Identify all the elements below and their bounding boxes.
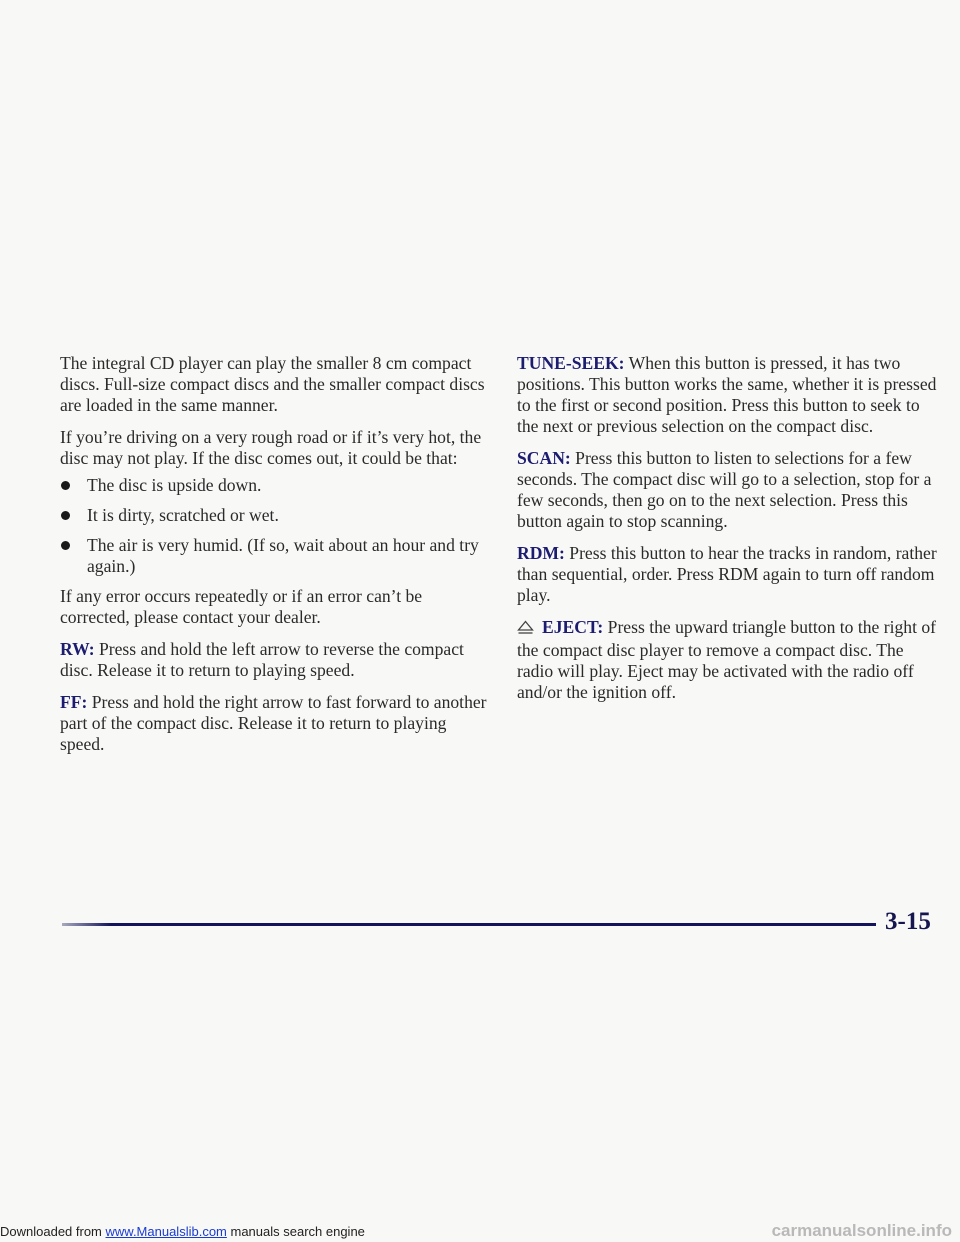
footer-rule	[62, 923, 876, 926]
rdm-term: RDM:	[517, 543, 565, 563]
eject-term: EJECT:	[542, 617, 604, 637]
page-number: 3-15	[885, 908, 931, 935]
eject-text: Press the upward triangle button to the right of the compact disc player to remove a compact disc. The radio will play. Eject may be activated with the radio off and/or the ignition off.	[517, 617, 937, 702]
ff-text: Press and hold the right arrow to fast forward to another part of the compact disc. Release it to return to playing speed.	[60, 692, 487, 754]
footer-prefix: Downloaded from	[0, 1224, 106, 1239]
ff-section	[60, 692, 490, 755]
manualslib-link[interactable]: www.Manualslib.com	[105, 1224, 227, 1239]
left-column	[60, 353, 490, 766]
download-footer	[0, 1224, 365, 1239]
ff-term: FF:	[60, 692, 88, 712]
watermark: carmanualsonline.info	[771, 1221, 952, 1240]
paragraph-error: If any error occurs repeatedly or if an error can’t be corrected, please contact your dealer.	[60, 586, 423, 627]
rdm-section	[517, 543, 942, 606]
rw-section	[60, 639, 490, 681]
tune-seek-term: TUNE-SEEK:	[517, 353, 625, 373]
scan-section	[517, 448, 942, 532]
rw-term: RW:	[60, 639, 95, 659]
list-item: The disc is upside down.	[60, 475, 490, 496]
footer-suffix: manuals search engine	[226, 1224, 365, 1239]
cause-list	[60, 475, 490, 577]
rw-text: Press and hold the left arrow to reverse the compact disc. Release it to return to playing speed.	[60, 639, 464, 680]
tune-seek-section	[517, 353, 942, 437]
eject-section	[517, 617, 942, 703]
paragraph-rough-road: If you’re driving on a very rough road or if it’s very hot, the disc may not play. If the disc comes out, it could be that:	[60, 427, 482, 468]
scan-term: SCAN:	[517, 448, 571, 468]
tune-seek-text: When this button is pressed, it has two positions. This button works the same, whether it is pressed to the first or second position. Press this button to seek to the next or previous selection on the compact disc.	[517, 353, 937, 436]
list-item: It is dirty, scratched or wet.	[60, 505, 490, 526]
paragraph-cd-sizes: The integral CD player can play the smaller 8 cm compact discs. Full-size compact discs and the smaller compact discs are loaded in the same manner.	[60, 353, 485, 415]
eject-triangle-icon	[517, 619, 534, 640]
rdm-text: Press this button to hear the tracks in random, rather than sequential, order. Press RDM again to turn off random play.	[517, 543, 937, 605]
right-column	[517, 353, 942, 714]
list-item: The air is very humid. (If so, wait about an hour and try again.)	[60, 535, 490, 577]
scan-text: Press this button to listen to selections for a few seconds. The compact disc will go to a selection, stop for a few seconds, then go on to the next selection. Press this button again to stop scanning.	[517, 448, 932, 531]
